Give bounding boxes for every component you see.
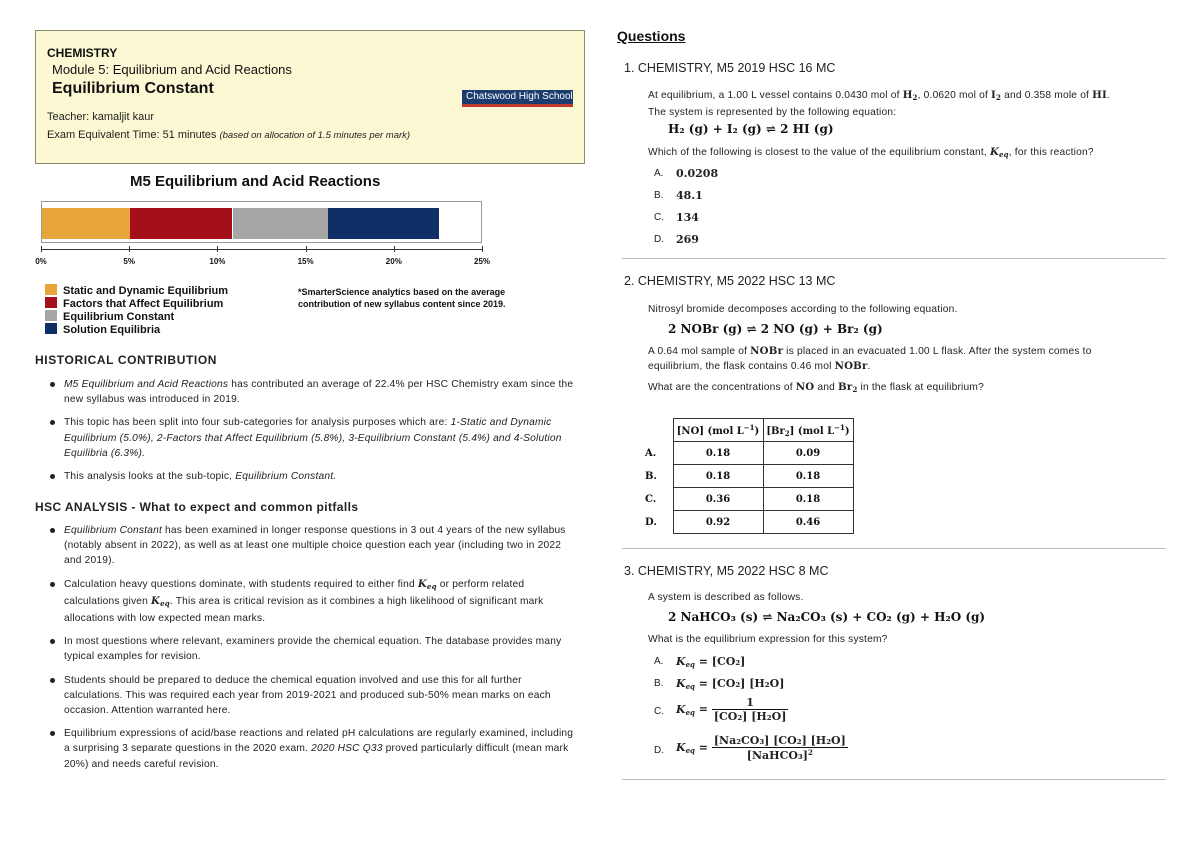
bullet-text: Calculation heavy questions dominate, with students required to either find: [64, 578, 418, 590]
q2-text: What are the concentrations of: [648, 382, 796, 393]
q1-prompt: [648, 145, 1148, 162]
exam-time-note: (based on allocation of 1.5 minutes per mark): [219, 130, 411, 141]
q1-stem: [648, 88, 1148, 120]
x-tick: [394, 246, 395, 252]
cell-br2: 0.18: [763, 465, 853, 488]
q1-option-d[interactable]: [654, 233, 699, 246]
fraction: [712, 734, 848, 762]
formula-text: H: [902, 89, 913, 101]
q1-option-a[interactable]: [654, 167, 719, 180]
x-tick: [41, 246, 42, 252]
keq-symbol: [151, 595, 170, 607]
option-letter: D.: [654, 745, 664, 756]
bullet-text: has been examined in longer response questions in 3 out 4 years of the new syllabus (notably absent in 2022), as well as at least one multiple choice question each year (including two in 2022 and 2019).: [64, 525, 566, 567]
q1-text: and 0.358 mole of: [1001, 90, 1093, 101]
chart-plot-area: [41, 201, 482, 243]
chart-title: M5 Equilibrium and Acid Reactions: [130, 173, 381, 190]
x-tick-label: 25%: [473, 257, 491, 266]
hsc-heading: HSC ANALYSIS - What to expect and common pitfalls: [35, 500, 359, 514]
legend-swatch: [45, 284, 57, 295]
numerator: 1: [712, 696, 789, 710]
option-value: [676, 655, 745, 669]
q2-intro: Nitrosyl bromide decomposes according to the following equation.: [648, 304, 958, 315]
denominator: [CO₂] [H₂O]: [713, 710, 787, 723]
header-text: ] (mol L: [789, 425, 835, 437]
historical-heading: HISTORICAL CONTRIBUTION: [35, 353, 218, 367]
historical-list: [49, 377, 579, 492]
q1-text: , for this reaction?: [1008, 147, 1094, 158]
option-letter: C.: [654, 212, 664, 223]
q3-prompt: What is the equilibrium expression for this system?: [648, 634, 888, 645]
row-letter: C.: [645, 493, 657, 505]
q1-text: , 0.0620 mol of: [917, 90, 992, 101]
bar-segment-2: [130, 208, 232, 239]
topic-ref: Equilibrium Constant.: [235, 471, 337, 483]
bullet-text: In most questions where relevant, examiners provide the chemical equation. The database provides many typical examples for revision.: [64, 636, 562, 663]
row-letter: B.: [645, 470, 657, 482]
hi-formula: HI: [1092, 89, 1107, 101]
bar-segment-3: [233, 208, 328, 239]
cell-br2: 0.46: [763, 511, 853, 534]
keq-subscript: eq: [685, 682, 695, 691]
keq-letter: K: [676, 702, 686, 716]
header-exp: −1: [834, 422, 845, 432]
x-tick: [306, 246, 307, 252]
keq-letter: K: [676, 677, 686, 690]
x-tick-label: 10%: [209, 257, 226, 266]
legend-item: [45, 297, 223, 310]
legend-label: Equilibrium Constant: [63, 311, 175, 323]
chart-note: *SmarterScience analytics based on the average contribution of new syllabus content since 2019.: [298, 287, 506, 309]
q1-text: The system is represented by the following equation:: [648, 107, 897, 118]
option-value: 134: [676, 211, 699, 224]
q2-stem: [648, 344, 1148, 374]
fraction: [712, 696, 789, 723]
option-letter: C.: [654, 706, 664, 717]
x-tick: [217, 246, 218, 252]
bullet-text: proved particularly difficult (mean mark 20%) and needs careful revision.: [64, 743, 569, 770]
header-box: [35, 30, 585, 164]
table-row[interactable]: [645, 511, 853, 534]
legend-label: Solution Equilibria: [63, 324, 161, 336]
q3-title: 3. CHEMISTRY, M5 2022 HSC 8 MC: [624, 564, 829, 578]
row-letter: A.: [645, 447, 657, 459]
q2-text: is placed in an evacuated 1.00 L flask. After the system comes to equilibrium, the flask contains 0.46 mol: [648, 346, 1092, 372]
option-letter: A.: [654, 168, 664, 179]
table-header-row: [645, 419, 853, 442]
divider: [622, 258, 1166, 259]
header-text: ): [844, 425, 850, 437]
keq-letter: K: [151, 594, 161, 607]
legend-swatch: [45, 297, 57, 308]
teacher-name: kamaljit kaur: [92, 111, 155, 123]
option-letter: B.: [654, 678, 664, 689]
cell-no: 0.18: [673, 442, 763, 465]
legend-label: Factors that Affect Equilibrium: [63, 298, 224, 310]
table-row[interactable]: [645, 488, 853, 511]
questions-heading: Questions: [617, 28, 686, 44]
list-item: [49, 726, 579, 772]
denominator: [712, 748, 848, 762]
q3-option-d[interactable]: [654, 734, 846, 762]
keq-subscript: eq: [160, 598, 170, 608]
option-value: 0.0208: [676, 167, 719, 180]
legend-swatch: [45, 323, 57, 334]
bar-segment-1: [42, 208, 130, 239]
q2-text: A 0.64 mol sample of: [648, 346, 751, 357]
col-header-br2: $[Br_2]$ (mol $L^{-1}$): [763, 419, 853, 442]
col-header-no: [673, 419, 763, 442]
i2-formula: $I_2$: [991, 89, 1002, 102]
expr-text: = [CO₂] [H₂O]: [698, 677, 785, 690]
exam-time-label: Exam Equivalent Time:: [47, 129, 160, 141]
keq-letter: K: [989, 146, 999, 158]
bullet-text: This analysis looks at the sub-topic,: [64, 471, 236, 483]
x-tick-label: 15%: [297, 257, 314, 266]
keq-subscript: eq: [999, 150, 1009, 159]
keq-letter: K: [417, 577, 427, 590]
header-text: ): [754, 426, 760, 437]
x-tick-label: 0%: [35, 257, 47, 266]
list-item: [49, 523, 579, 569]
option-value: $K_{eq}$ = $\frac{1}{\text{[CO₂] [H₂O]}}$: [676, 696, 787, 723]
list-item: [49, 377, 579, 407]
x-tick-label: 20%: [385, 257, 402, 266]
no-formula: NO: [795, 381, 815, 393]
module-title: Module 5: Equilibrium and Acid Reactions: [52, 62, 292, 77]
list-item: [49, 673, 579, 719]
question-ref: 2020 HSC Q33: [311, 743, 383, 755]
cell-no: 0.18: [673, 465, 763, 488]
x-tick: [129, 246, 130, 252]
h2-formula: $H_2$: [902, 89, 918, 102]
chart-x-axis: [35, 249, 491, 266]
list-item: [49, 634, 579, 664]
q2-title: 2. CHEMISTRY, M5 2022 HSC 13 MC: [624, 274, 836, 288]
formula-text: I: [991, 89, 997, 101]
school-logo: [462, 90, 573, 107]
list-item: [49, 415, 579, 461]
q2-ask: [648, 380, 1148, 397]
q1-text: .: [1106, 90, 1110, 101]
subcategory-list: 1-Static and Dynamic Equilibrium (5.0%), 2-Factors that Affect Equilibrium (5.8%), 3-Equilibrium Constant (5.4%) and 4-Solution Equilibria (6.3%).: [64, 417, 562, 459]
q1-text: Which of the following is closest to the value of the equilibrium constant,: [648, 147, 990, 158]
option-letter: B.: [654, 190, 664, 201]
option-value: 269: [676, 233, 699, 246]
divider: [622, 779, 1166, 780]
header-exp: −1: [743, 423, 755, 432]
school-logo-text: Chatswood High School: [466, 91, 573, 102]
option-value: 48.1: [676, 189, 703, 202]
legend-item: [45, 284, 228, 297]
option-letter: D.: [654, 234, 664, 245]
keq-letter: K: [676, 655, 686, 668]
option-letter: A.: [654, 656, 664, 667]
legend-item: [45, 323, 160, 336]
q3-equation: 2 NaHCO₃ (s) ⇌ Na₂CO₃ (s) + CO₂ (g) + H₂O (g): [668, 610, 986, 624]
legend-label: Static and Dynamic Equilibrium: [63, 285, 229, 297]
option-value: $K_{eq}$ = $\frac{\text{[Na₂CO₃] [CO₂] [H₂O]}}{[NaHCO_3]^2}$: [676, 734, 846, 762]
q1-text: At equilibrium, a 1.00 L vessel contains 0.0430 mol of: [648, 90, 903, 101]
q2-text: .: [867, 361, 871, 372]
q2-equation: 2 NOBr (g) ⇌ 2 NO (g) + Br₂ (g): [668, 322, 883, 336]
bullet-text: or perform related calculations given: [64, 578, 525, 607]
q3-option-c[interactable]: [654, 696, 787, 723]
list-item: [49, 469, 579, 484]
exam-time-value: 51 minutes: [162, 129, 217, 141]
table-row[interactable]: [645, 465, 853, 488]
cell-br2: 0.18: [763, 488, 853, 511]
legend-item: [45, 310, 174, 323]
header-text: [Br: [766, 425, 785, 437]
option-value: [676, 677, 784, 691]
header-text: [NO] (mol L: [676, 426, 744, 437]
teacher-label: Teacher:: [47, 111, 90, 123]
q2-text: and: [814, 382, 839, 393]
nobr-formula: NOBr: [834, 360, 868, 372]
topic-ref: M5 Equilibrium and Acid Reactions: [64, 379, 229, 390]
x-tick-label: 5%: [123, 257, 135, 266]
list-item: [49, 577, 579, 627]
br2-formula: $Br_2$: [838, 381, 858, 394]
q2-text: in the flask at equilibrium?: [857, 382, 984, 393]
legend-swatch: [45, 310, 57, 321]
bullet-text: Equilibrium expressions of acid/base reactions and related pH calculations are regularly examined, including a surprising 3 separate questions in the 2020 exam.: [64, 728, 574, 755]
q2-table: [645, 418, 854, 534]
row-letter: D.: [645, 516, 657, 528]
q3-intro: A system is described as follows.: [648, 592, 804, 603]
keq-subscript: eq: [685, 746, 695, 755]
bullet-text: This topic has been split into four sub-categories for analysis purposes which are:: [64, 417, 451, 429]
table-row[interactable]: [645, 442, 853, 465]
topic-title: Equilibrium Constant: [52, 80, 214, 97]
topic-ref: Equilibrium Constant: [64, 525, 162, 536]
keq-subscript: eq: [685, 660, 695, 669]
subject-label: CHEMISTRY: [47, 46, 118, 60]
q1-option-b[interactable]: [654, 189, 703, 202]
cell-no: 0.92: [673, 511, 763, 534]
q1-option-c[interactable]: [654, 211, 699, 224]
keq-letter: K: [676, 741, 686, 754]
formula-text: Br: [838, 381, 853, 393]
denominator-exp: 2: [807, 748, 813, 757]
bullet-text: Students should be prepared to deduce the chemical equation involved and use this for all further calculations. This was required each year from 2019-2021 and produced sub-50% mean marks on each occasion. Attention warranted here.: [64, 674, 551, 717]
teacher-line: [47, 111, 154, 123]
exam-time-line: [47, 129, 410, 141]
keq-symbol: [990, 146, 1009, 158]
divider: [622, 548, 1166, 549]
keq-symbol: [418, 578, 437, 590]
bullet-text: . This area is critical revision as it combines a high likelihood of significant mark allocations with low expected mean marks.: [64, 595, 544, 625]
numerator: [Na₂CO₃] [CO₂] [H₂O]: [713, 734, 846, 747]
q3-option-a[interactable]: [654, 655, 746, 669]
cell-br2: 0.09: [763, 442, 853, 465]
expr-text: = [CO₂]: [698, 655, 746, 668]
keq-subscript: eq: [685, 707, 695, 717]
q3-option-b[interactable]: [654, 677, 785, 691]
nobr-formula: NOBr: [750, 345, 784, 357]
bar-segment-4: [328, 208, 439, 239]
keq-subscript: eq: [426, 581, 437, 591]
cell-no: 0.36: [673, 488, 763, 511]
q1-equation: H₂ (g) + I₂ (g) ⇌ 2 HI (g): [668, 122, 834, 136]
q1-title: 1. CHEMISTRY, M5 2019 HSC 16 MC: [624, 61, 836, 75]
denominator-text: [NaHCO₃]: [746, 749, 808, 762]
x-tick: [482, 246, 483, 252]
hsc-list: [49, 523, 579, 780]
bullet-text: has contributed an average of 22.4% per HSC Chemistry exam since the new syllabus was introduced in 2019.: [64, 379, 574, 406]
